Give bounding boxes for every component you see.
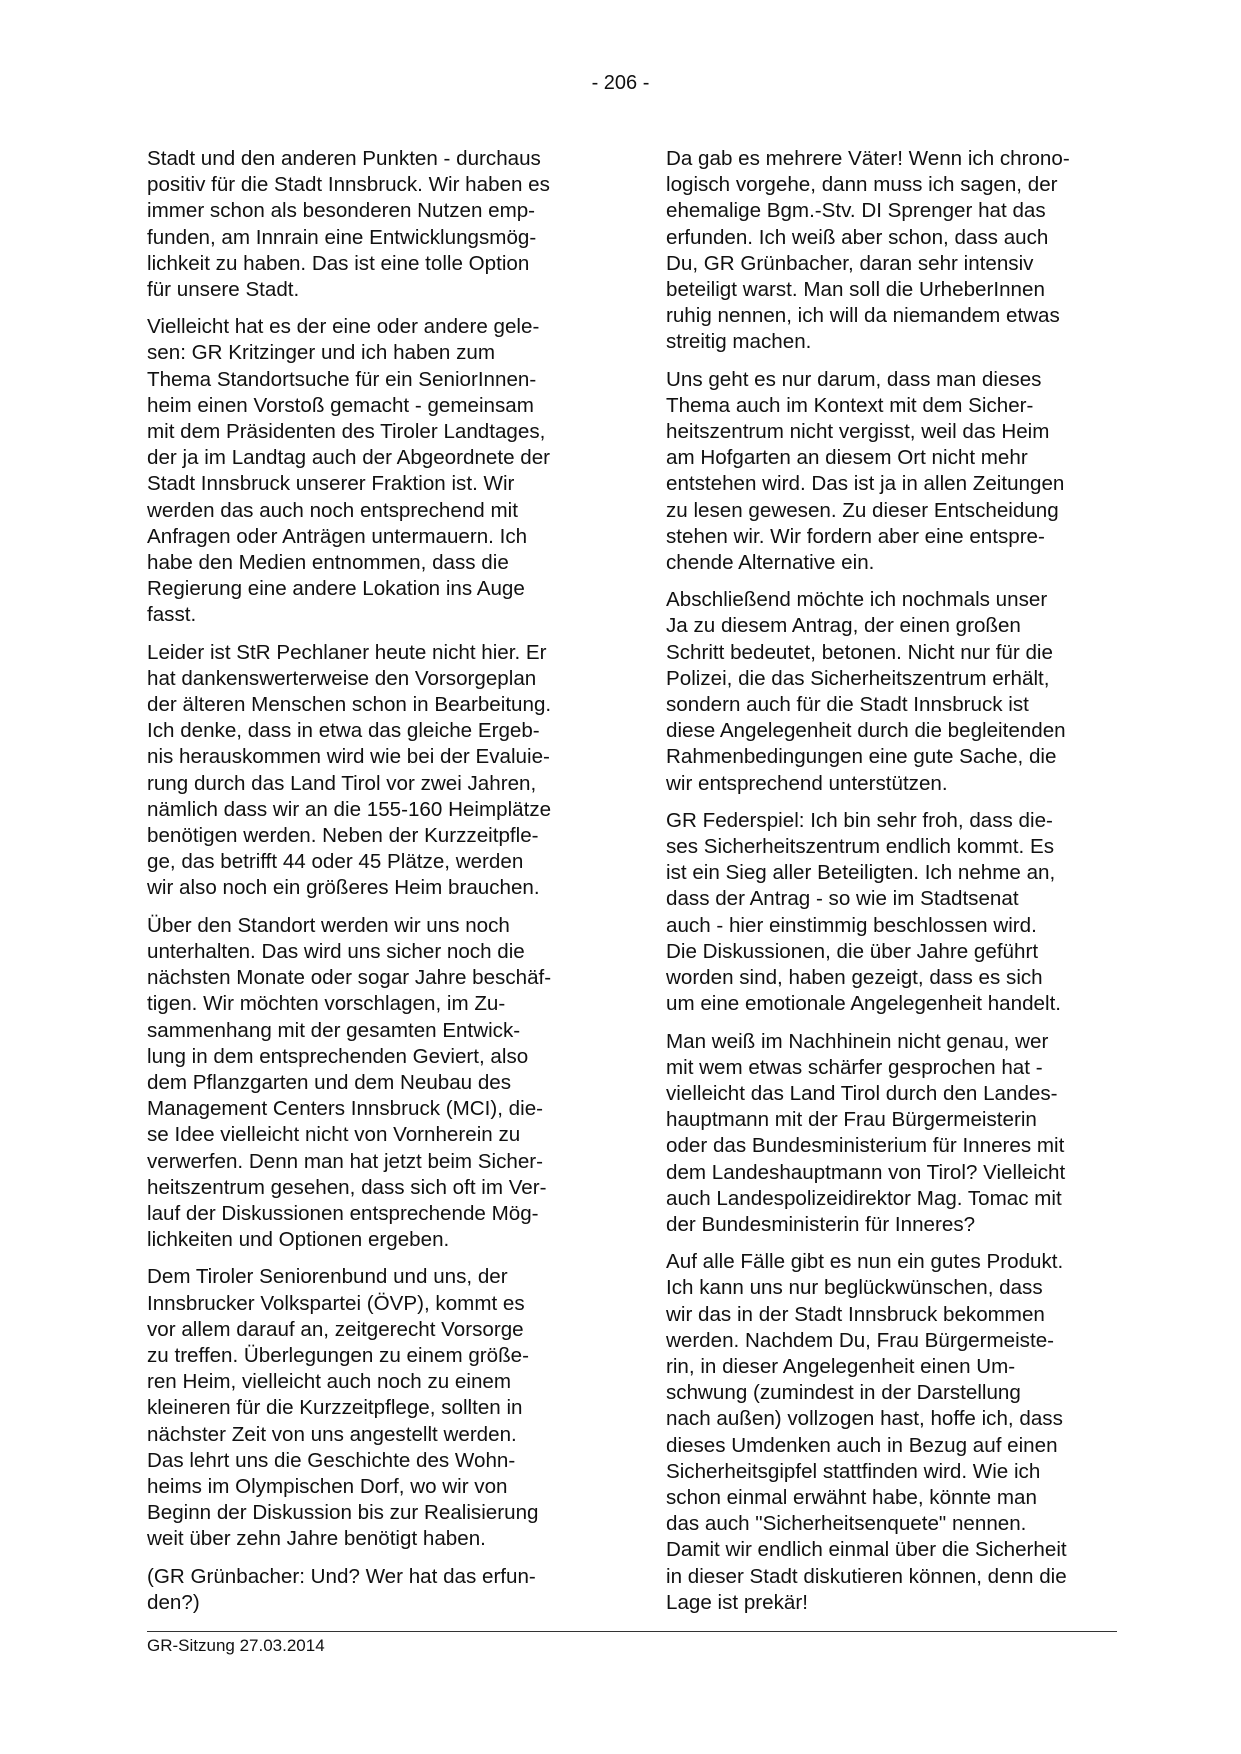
text-line: lauf der Diskussionen entsprechende Mög- <box>147 1201 539 1225</box>
text-line: Anfragen oder Anträgen untermauern. Ich <box>147 524 528 548</box>
text-line: kleineren für die Kurzzeitpflege, sollten in <box>147 1396 523 1420</box>
text-line: habe den Medien entnommen, dass die <box>147 551 509 575</box>
text-line: dass der Antrag - so wie im Stadtsenat <box>666 887 1019 911</box>
text-line: das auch "Sicherheitsenquete" nennen. <box>666 1512 1027 1536</box>
text-line: Uns geht es nur darum, dass man dieses <box>666 367 1042 391</box>
text-line: Thema Standortsuche für ein SeniorInnen- <box>147 367 537 391</box>
text-line: heim einen Vorstoß gemacht - gemeinsam <box>147 393 534 417</box>
text-line: Da gab es mehrere Väter! Wenn ich chrono- <box>666 147 1070 170</box>
text-line: Damit wir endlich einmal über die Sicherheit <box>666 1538 1067 1562</box>
text-line: ist ein Sieg aller Beteiligten. Ich nehme an, <box>666 861 1056 885</box>
text-line: nis herauskommen wird wie bei der Evaluie- <box>147 745 550 769</box>
text-line: positiv für die Stadt Innsbruck. Wir haben es <box>147 173 550 197</box>
text-line: Leider ist StR Pechlaner heute nicht hier. Er <box>147 640 547 664</box>
text-line: funden, am Innrain eine Entwicklungsmög- <box>147 225 537 249</box>
text-line: immer schon als besonderen Nutzen emp- <box>147 199 536 223</box>
text-line: worden sind, haben gezeigt, dass es sich <box>666 966 1043 990</box>
text-line: streitig machen. <box>666 330 812 354</box>
text-line: Beginn der Diskussion bis zur Realisierung <box>147 1501 539 1525</box>
text-line: Man weiß im Nachhinein nicht genau, wer <box>666 1029 1049 1053</box>
text-line: schon einmal erwähnt habe, könnte man <box>666 1485 1037 1509</box>
text-line: ge, das betrifft 44 oder 45 Plätze, werden <box>147 850 524 874</box>
text-line: am Hofgarten an diesem Ort nicht mehr <box>666 446 1028 470</box>
text-line: der ja im Landtag auch der Abgeordnete der <box>147 446 551 470</box>
footer-session-date: GR-Sitzung 27.03.2014 <box>147 1636 325 1655</box>
text-line: Über den Standort werden wir uns noch <box>147 913 510 937</box>
text-line: Management Centers Innsbruck (MCI), die- <box>147 1097 544 1121</box>
text-line: se Idee vielleicht nicht von Vornherein zu <box>147 1123 521 1147</box>
text-line: der Bundesministerin für Inneres? <box>666 1212 976 1236</box>
text-line: Abschließend möchte ich nochmals unser <box>666 588 1048 612</box>
text-line: lichkeiten und Optionen ergeben. <box>147 1228 450 1252</box>
text-line: dieses Umdenken auch in Bezug auf einen <box>666 1433 1058 1457</box>
paragraph <box>147 146 589 303</box>
text-line: ruhig nennen, ich will da niemandem etwas <box>666 304 1060 328</box>
text-line: erfunden. Ich weiß aber schon, dass auch <box>666 225 1049 249</box>
paragraph <box>666 587 1114 797</box>
text-line: nach außen) vollzogen hast, hoffe ich, dass <box>666 1407 1063 1431</box>
text-line: Thema auch im Kontext mit dem Sicher- <box>666 393 1034 417</box>
text-line: den?) <box>147 1590 200 1614</box>
text-line: um eine emotionale Angelegenheit handelt. <box>666 992 1062 1016</box>
text-line: vielleicht das Land Tirol durch den Landes- <box>666 1081 1058 1105</box>
text-line: Stadt Innsbruck unserer Fraktion ist. Wir <box>147 472 515 496</box>
text-line: in dieser Stadt diskutieren können, denn die <box>666 1564 1067 1588</box>
text-line: entstehen wird. Das ist ja in allen Zeitungen <box>666 472 1065 496</box>
paragraph <box>147 1564 589 1616</box>
text-line: Sicherheitsgipfel stattfinden wird. Wie ich <box>666 1459 1041 1483</box>
text-line: lichkeit zu haben. Das ist eine tolle Option <box>147 251 530 275</box>
text-line: Das lehrt uns die Geschichte des Wohn- <box>147 1448 516 1472</box>
text-line: mit dem Präsidenten des Tiroler Landtages, <box>147 420 546 444</box>
text-line: Du, GR Grünbacher, daran sehr intensiv <box>666 251 1034 275</box>
text-line: werden. Nachdem Du, Frau Bürgermeiste- <box>666 1328 1055 1352</box>
paragraph <box>666 1249 1114 1616</box>
text-line: schwung (zumindest in der Darstellung <box>666 1381 1021 1405</box>
text-line: nächsten Monate oder sogar Jahre beschäf- <box>147 966 552 990</box>
paragraph <box>147 913 589 1254</box>
text-line: oder das Bundesministerium für Inneres mit <box>666 1134 1065 1158</box>
text-line: Die Diskussionen, die über Jahre geführt <box>666 939 1039 963</box>
text-line: Regierung eine andere Lokation ins Auge <box>147 577 525 601</box>
text-line: logisch vorgehe, dann muss ich sagen, der <box>666 173 1058 197</box>
text-line: Stadt und den anderen Punkten - durchaus <box>147 147 541 170</box>
text-line: fasst. <box>147 603 197 627</box>
text-line: stehen wir. Wir fordern aber eine entspre- <box>666 524 1045 548</box>
text-line: Vielleicht hat es der eine oder andere gele- <box>147 315 540 339</box>
text-line: rung durch das Land Tirol vor zwei Jahren, <box>147 771 537 795</box>
text-line: Lage ist prekär! <box>666 1590 808 1614</box>
text-line: dem Landeshauptmann von Tirol? Vielleicht <box>666 1160 1066 1184</box>
text-line: dem Pflanzgarten und dem Neubau des <box>147 1070 512 1094</box>
text-line: auch - hier einstimmig beschlossen wird. <box>666 913 1037 937</box>
text-line: diese Angelegenheit durch die begleitenden <box>666 719 1066 743</box>
text-line: hauptmann mit der Frau Bürgermeisterin <box>666 1108 1037 1132</box>
paragraph <box>666 808 1114 1018</box>
text-line: heitszentrum gesehen, dass sich oft im Ver- <box>147 1175 547 1199</box>
text-line: hat dankenswerterweise den Vorsorgeplan <box>147 666 537 690</box>
text-line: heitszentrum nicht vergisst, weil das Heim <box>666 420 1050 444</box>
text-line: zu treffen. Überlegungen zu einem größe- <box>147 1343 529 1367</box>
text-line: tigen. Wir möchten vorschlagen, im Zu- <box>147 992 506 1016</box>
text-line: Ich denke, dass in etwa das gleiche Ergeb- <box>147 719 540 743</box>
text-line: verwerfen. Denn man hat jetzt beim Sicher- <box>147 1149 544 1173</box>
right-column <box>666 146 1114 1627</box>
text-line: ren Heim, vielleicht auch noch zu einem <box>147 1370 512 1394</box>
text-line: (GR Grünbacher: Und? Wer hat das erfun- <box>147 1564 536 1588</box>
text-line: wir das in der Stadt Innsbruck bekommen <box>666 1302 1045 1326</box>
text-line: zu lesen gewesen. Zu dieser Entscheidung <box>666 498 1059 522</box>
text-line: sondern auch für die Stadt Innsbruck ist <box>666 693 1029 717</box>
paragraph <box>666 146 1114 356</box>
paragraph <box>147 314 589 628</box>
footer-divider <box>147 1631 1117 1632</box>
text-line: Auf alle Fälle gibt es nun ein gutes Produkt. <box>666 1250 1064 1274</box>
text-line: heims im Olympischen Dorf, wo wir von <box>147 1474 508 1498</box>
text-line: Rahmenbedingungen eine gute Sache, die <box>666 745 1057 769</box>
text-line: lung in dem entsprechenden Geviert, also <box>147 1044 529 1068</box>
text-line: Innsbrucker Volkspartei (ÖVP), kommt es <box>147 1291 525 1315</box>
text-line: weit über zehn Jahre benötigt haben. <box>147 1527 486 1551</box>
text-line: Ja zu diesem Antrag, der einen großen <box>666 614 1021 638</box>
text-line: benötigen werden. Neben der Kurzzeitpfle- <box>147 824 539 848</box>
text-line: wir entsprechend unterstützen. <box>666 771 948 795</box>
text-line: mit wem etwas schärfer gesprochen hat - <box>666 1055 1043 1079</box>
text-line: auch Landespolizeidirektor Mag. Tomac mit <box>666 1186 1062 1210</box>
text-line: für unsere Stadt. <box>147 278 300 302</box>
text-line: Polizei, die das Sicherheitszentrum erhält, <box>666 666 1050 690</box>
text-line: vor allem darauf an, zeitgerecht Vorsorge <box>147 1317 524 1341</box>
text-line: ses Sicherheitszentrum endlich kommt. Es <box>666 835 1054 859</box>
paragraph <box>666 367 1114 577</box>
text-line: nämlich dass wir an die 155-160 Heimplätze <box>147 797 552 821</box>
left-column <box>147 146 589 1627</box>
text-line: sen: GR Kritzinger und ich haben zum <box>147 341 495 365</box>
text-line: beteiligt warst. Man soll die UrheberInnen <box>666 278 1045 302</box>
text-line: sammenhang mit der gesamten Entwick- <box>147 1018 521 1042</box>
text-line: ehemalige Bgm.-Stv. DI Sprenger hat das <box>666 199 1046 223</box>
text-line: werden das auch noch entsprechend mit <box>147 498 518 522</box>
paragraph <box>147 640 589 902</box>
text-line: rin, in dieser Angelegenheit einen Um- <box>666 1354 1016 1378</box>
text-line: GR Federspiel: Ich bin sehr froh, dass die- <box>666 808 1053 832</box>
page-number: - 206 - <box>591 72 650 94</box>
text-line: wir also noch ein größeres Heim brauchen. <box>147 876 540 900</box>
text-line: Ich kann uns nur beglückwünschen, dass <box>666 1276 1043 1300</box>
text-line: unterhalten. Das wird uns sicher noch die <box>147 939 525 963</box>
text-line: Schritt bedeutet, betonen. Nicht nur für die <box>666 640 1053 664</box>
paragraph <box>147 1264 589 1552</box>
text-line: Dem Tiroler Seniorenbund und uns, der <box>147 1265 508 1289</box>
paragraph <box>666 1029 1114 1239</box>
text-line: der älteren Menschen schon in Bearbeitung. <box>147 693 552 717</box>
text-line: chende Alternative ein. <box>666 551 875 575</box>
text-line: nächster Zeit von uns angestellt werden. <box>147 1422 517 1446</box>
